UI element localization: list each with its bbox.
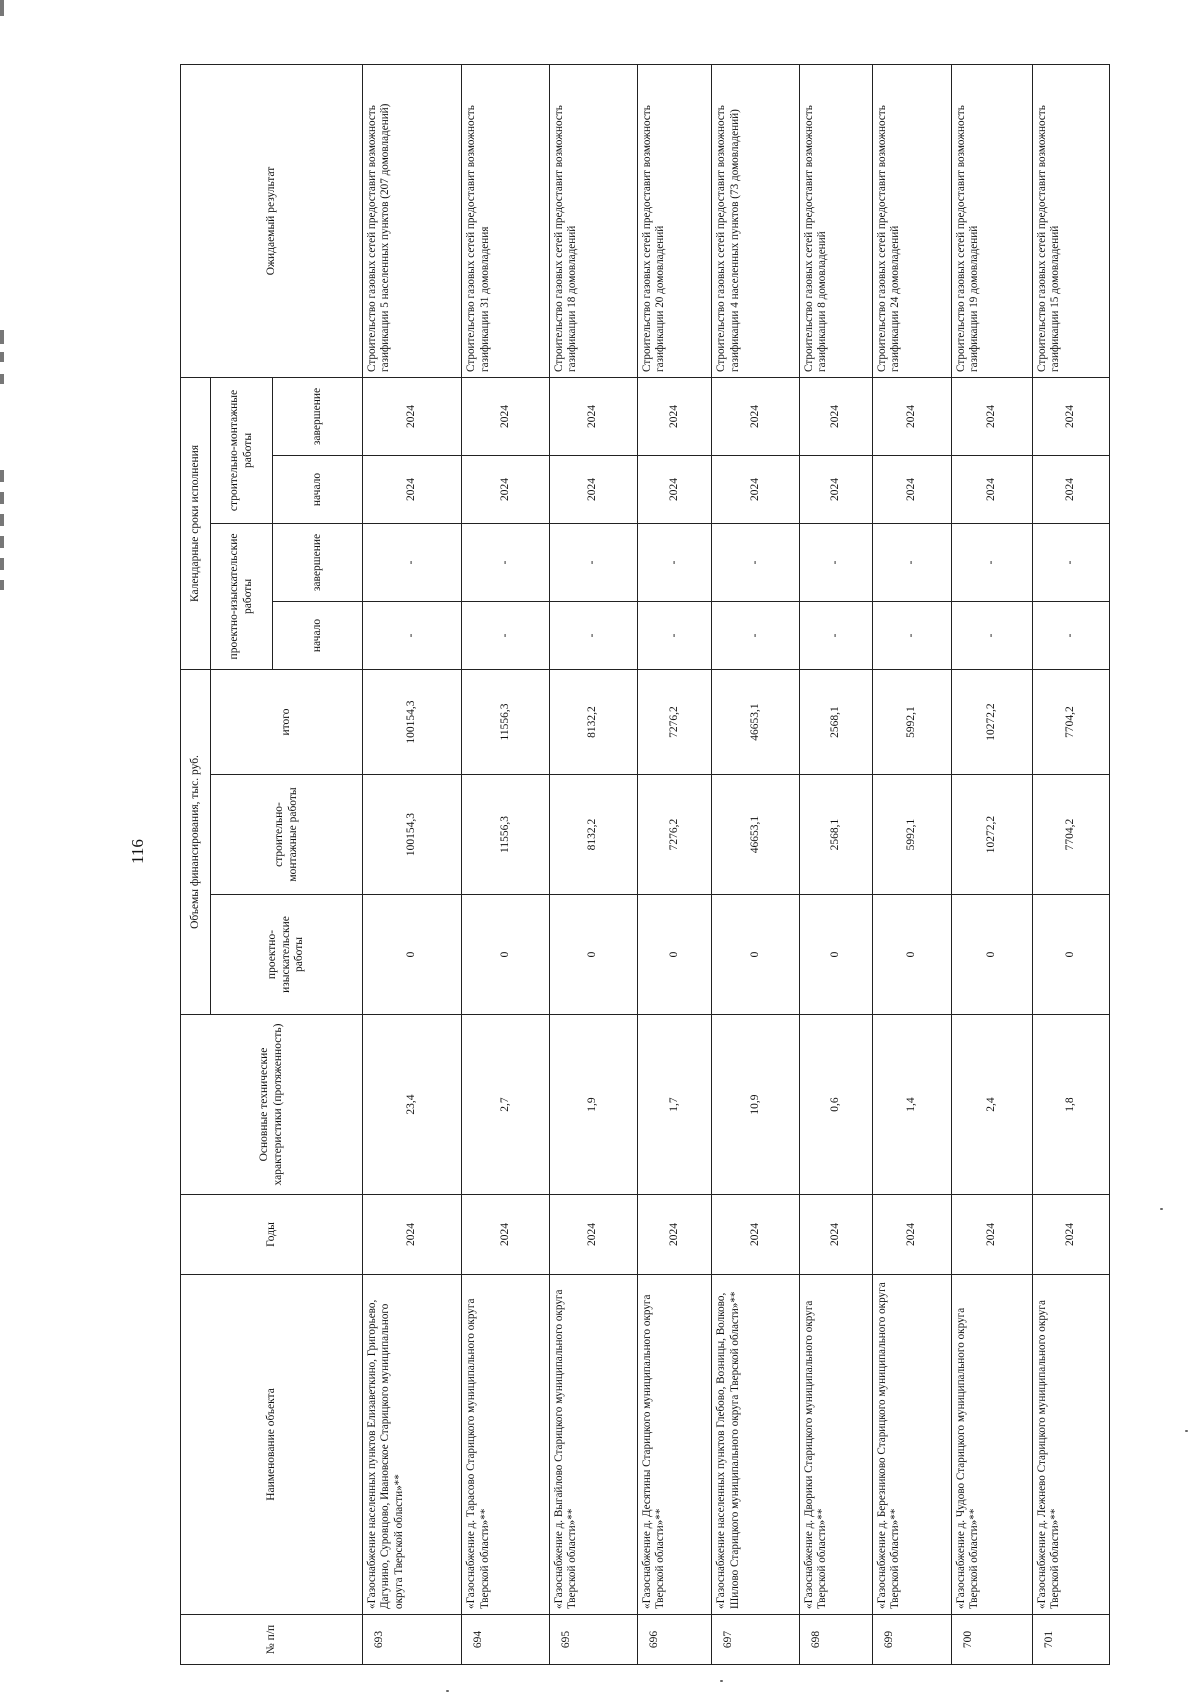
expected-result: Строительство газовых сетей предоставит возможность газификации 15 домовладений [1033, 64, 1110, 377]
fin-pir: 0 [637, 895, 712, 1015]
header-result: Ожидаемый результат [181, 64, 363, 377]
scan-speck [446, 1690, 449, 1692]
smr-start: 2024 [951, 455, 1032, 523]
header-finance-group: Объемы финансирования, тыс. руб. [181, 669, 211, 1014]
length: 1,8 [1033, 1015, 1110, 1195]
length: 1,9 [550, 1015, 638, 1195]
expected-result: Строительство газовых сетей предоставит возможность газификации 31 домовладения [462, 64, 550, 377]
fin-pir: 0 [951, 895, 1032, 1015]
smr-end: 2024 [1033, 377, 1110, 455]
fin-smr: 7276,2 [637, 775, 712, 895]
length: 1,4 [872, 1015, 951, 1195]
smr-start: 2024 [363, 455, 462, 523]
header-smr-start: начало [273, 455, 363, 523]
year: 2024 [872, 1195, 951, 1275]
pir-start: - [550, 601, 638, 669]
smr-end: 2024 [363, 377, 462, 455]
smr-end: 2024 [872, 377, 951, 455]
object-name: «Газоснабжение д. Десятины Старицкого муниципального округа Тверской области»** [637, 1275, 712, 1615]
header-name: Наименование объекта [181, 1275, 363, 1615]
table-row [872, 64, 951, 1664]
table-row [712, 64, 800, 1664]
row-num: 700 [951, 1615, 1032, 1665]
expected-result: Строительство газовых сетей предоставит возможность газификации 4 населенных пунктов (73 домовладений) [712, 64, 800, 377]
pir-end: - [637, 523, 712, 601]
smr-start: 2024 [1033, 455, 1110, 523]
length: 23,4 [363, 1015, 462, 1195]
fin-total: 5992,1 [872, 669, 951, 774]
row-num: 701 [1033, 1615, 1110, 1665]
year: 2024 [363, 1195, 462, 1275]
pir-end: - [1033, 523, 1110, 601]
smr-start: 2024 [712, 455, 800, 523]
row-num: 693 [363, 1615, 462, 1665]
table-row [363, 64, 462, 1664]
fin-smr: 7704,2 [1033, 775, 1110, 895]
header-fin-total: итого [211, 669, 363, 774]
table-row [800, 64, 873, 1664]
pir-end: - [363, 523, 462, 601]
smr-end: 2024 [550, 377, 638, 455]
header-calendar-group: Календарные сроки исполнения [181, 377, 211, 669]
object-name: «Газоснабжение д. Чудово Старицкого муниципального округа Тверской области»** [951, 1275, 1032, 1615]
object-name: «Газоснабжение населенных пунктов Елизаветкино, Григорьево, Дагунино, Суровцово, Ивановское Старицкого муниципального округа Тверской области»** [363, 1275, 462, 1615]
fin-total: 7704,2 [1033, 669, 1110, 774]
row-num: 694 [462, 1615, 550, 1665]
header-pir-end: завершение [273, 523, 363, 601]
fin-smr: 8132,2 [550, 775, 638, 895]
object-name: «Газоснабжение д. Березниково Старицкого муниципального округа Тверской области»** [872, 1275, 951, 1615]
object-name: «Газоснабжение д. Выгайлово Старицкого муниципального округа Тверской области»** [550, 1275, 638, 1615]
smr-start: 2024 [550, 455, 638, 523]
length: 2,7 [462, 1015, 550, 1195]
year: 2024 [712, 1195, 800, 1275]
header-fin-smr: строительно-монтажные работы [211, 775, 363, 895]
year: 2024 [462, 1195, 550, 1275]
year: 2024 [550, 1195, 638, 1275]
fin-total: 11556,3 [462, 669, 550, 774]
expected-result: Строительство газовых сетей предоставит возможность газификации 18 домовладений [550, 64, 638, 377]
year: 2024 [637, 1195, 712, 1275]
smr-start: 2024 [872, 455, 951, 523]
table-row [951, 64, 1032, 1664]
row-num: 695 [550, 1615, 638, 1665]
fin-total: 10272,2 [951, 669, 1032, 774]
table-row [462, 64, 550, 1664]
table-row [1033, 64, 1110, 1664]
pir-end: - [872, 523, 951, 601]
fin-pir: 0 [462, 895, 550, 1015]
fin-pir: 0 [363, 895, 462, 1015]
fin-total: 2568,1 [800, 669, 873, 774]
fin-pir: 0 [1033, 895, 1110, 1015]
smr-end: 2024 [637, 377, 712, 455]
length: 0,6 [800, 1015, 873, 1195]
table-row [637, 64, 712, 1664]
year: 2024 [800, 1195, 873, 1275]
expected-result: Строительство газовых сетей предоставит возможность газификации 20 домовладений [637, 64, 712, 377]
pir-start: - [637, 601, 712, 669]
pir-start: - [951, 601, 1032, 669]
fin-total: 8132,2 [550, 669, 638, 774]
smr-start: 2024 [800, 455, 873, 523]
header-fin-pir: проектно-изыскательские работы [211, 895, 363, 1015]
fin-total: 46653,1 [712, 669, 800, 774]
pir-start: - [872, 601, 951, 669]
header-cal-pir: проектно-изыскательские работы [211, 523, 273, 669]
fin-smr: 100154,3 [363, 775, 462, 895]
pir-end: - [550, 523, 638, 601]
smr-start: 2024 [637, 455, 712, 523]
pir-start: - [1033, 601, 1110, 669]
fin-smr: 2568,1 [800, 775, 873, 895]
smr-end: 2024 [712, 377, 800, 455]
pir-start: - [363, 601, 462, 669]
header-pir-start: начало [273, 601, 363, 669]
object-name: «Газоснабжение д. Лежнево Старицкого муниципального округа Тверской области»** [1033, 1275, 1110, 1615]
row-num: 696 [637, 1615, 712, 1665]
length: 1,7 [637, 1015, 712, 1195]
gasification-table [180, 64, 1110, 1665]
object-name: «Газоснабжение населенных пунктов Глебово, Возницы, Волково, Шилово Старицкого муниципального округа Тверской области»** [712, 1275, 800, 1615]
fin-pir: 0 [872, 895, 951, 1015]
pir-end: - [800, 523, 873, 601]
pir-start: - [712, 601, 800, 669]
header-smr-end: завершение [273, 377, 363, 455]
fin-pir: 0 [550, 895, 638, 1015]
pir-end: - [951, 523, 1032, 601]
smr-end: 2024 [462, 377, 550, 455]
year: 2024 [951, 1195, 1032, 1275]
fin-smr: 10272,2 [951, 775, 1032, 895]
scan-speck [1185, 1430, 1188, 1432]
pir-end: - [712, 523, 800, 601]
page-number: 116 [128, 839, 147, 864]
header-cal-smr: строительно-монтажные работы [211, 377, 273, 523]
pir-start: - [462, 601, 550, 669]
row-num: 699 [872, 1615, 951, 1665]
scan-speck [1160, 1208, 1163, 1210]
fin-pir: 0 [800, 895, 873, 1015]
year: 2024 [1033, 1195, 1110, 1275]
expected-result: Строительство газовых сетей предоставит возможность газификации 8 домовладений [800, 64, 873, 377]
object-name: «Газоснабжение д. Дворики Старицкого муниципального округа Тверской области»** [800, 1275, 873, 1615]
row-num: 697 [712, 1615, 800, 1665]
fin-pir: 0 [712, 895, 800, 1015]
header-num: № п/п [181, 1615, 363, 1665]
fin-smr: 46653,1 [712, 775, 800, 895]
length: 10,9 [712, 1015, 800, 1195]
header-tech: Основные технические характеристики (протяженность) [181, 1015, 363, 1195]
fin-smr: 5992,1 [872, 775, 951, 895]
rotated-page [180, 65, 1110, 1665]
object-name: «Газоснабжение д. Тарасово Старицкого муниципального округа Тверской области»** [462, 1275, 550, 1615]
scan-speck [720, 1680, 723, 1682]
length: 2,4 [951, 1015, 1032, 1195]
smr-end: 2024 [800, 377, 873, 455]
smr-start: 2024 [462, 455, 550, 523]
fin-smr: 11556,3 [462, 775, 550, 895]
smr-end: 2024 [951, 377, 1032, 455]
expected-result: Строительство газовых сетей предоставит возможность газификации 5 населенных пунктов (207 домовладений) [363, 64, 462, 377]
fin-total: 100154,3 [363, 669, 462, 774]
expected-result: Строительство газовых сетей предоставит возможность газификации 19 домовладений [951, 64, 1032, 377]
expected-result: Строительство газовых сетей предоставит возможность газификации 24 домовладений [872, 64, 951, 377]
pir-end: - [462, 523, 550, 601]
fin-total: 7276,2 [637, 669, 712, 774]
table-row [550, 64, 638, 1664]
pir-start: - [800, 601, 873, 669]
row-num: 698 [800, 1615, 873, 1665]
scan-edge-marks [0, 0, 6, 1703]
header-years: Годы [181, 1195, 363, 1275]
